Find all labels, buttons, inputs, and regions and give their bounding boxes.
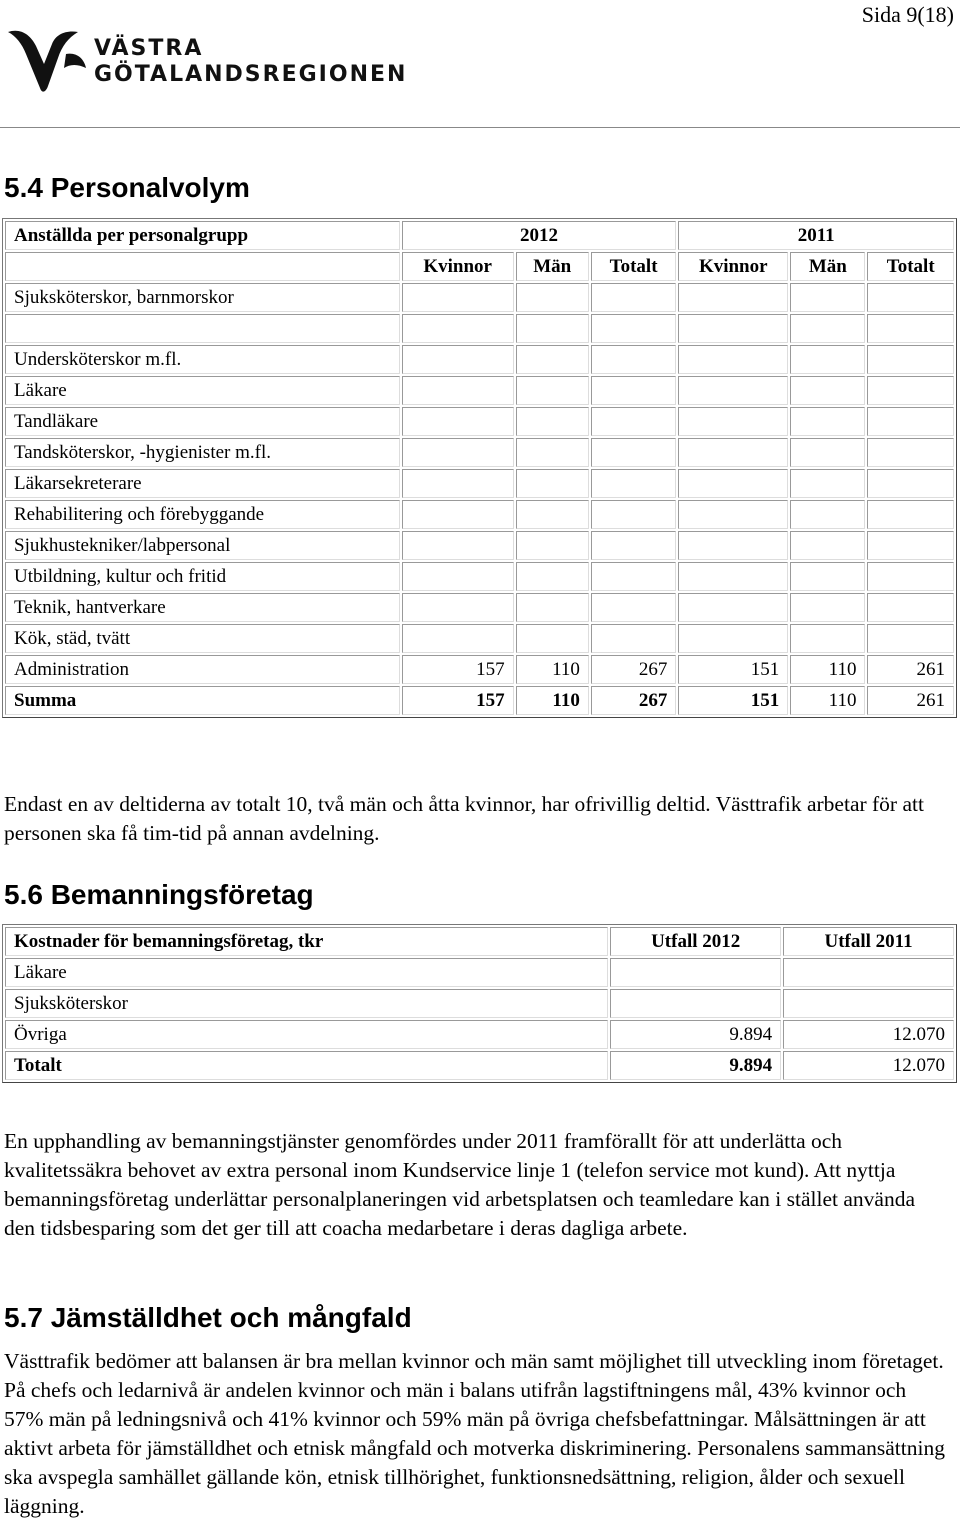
cell-value — [678, 593, 788, 622]
cell-value: 12.070 — [783, 1051, 954, 1080]
cell-value — [516, 438, 589, 467]
cell-value — [591, 624, 676, 653]
subheader-man-2011: Män — [790, 252, 865, 281]
cell-value — [402, 283, 514, 312]
cell-value — [591, 593, 676, 622]
year-header-2012: 2012 — [402, 221, 677, 250]
logo-line-2: GÖTALANDSREGIONEN — [94, 62, 408, 87]
row-label: Läkare — [5, 958, 608, 987]
bemanning-paragraph: En upphandling av bemanningstjänster genomfördes under 2011 framförallt för att underlätta och kvalitetssäkra behovet av extra personal inom Kundservice linje 1 (telefon service mot kund). Att nyttja bemanningsföretag underlättar personalplaneringen vid arbetsplatsen och teamledare kan i stället använda den tidsbesparing som det ger till att coacha medarbetare i deras dagliga arbete. — [4, 1129, 915, 1240]
cell-value — [516, 314, 589, 343]
subheader-kvinnor-2011: Kvinnor — [678, 252, 788, 281]
row-label: Administration — [5, 655, 400, 684]
cell-value — [402, 314, 514, 343]
cell-value — [790, 314, 865, 343]
cell-value — [402, 469, 514, 498]
cell-value: 110 — [790, 686, 865, 715]
subheader-empty — [5, 252, 400, 281]
cell-value — [591, 469, 676, 498]
cell-value — [678, 407, 788, 436]
vgr-logo-icon — [6, 24, 90, 108]
bemanning-table — [2, 924, 957, 1083]
table-row — [5, 469, 954, 498]
table-row — [5, 593, 954, 622]
cell-value — [402, 624, 514, 653]
cell-value — [516, 500, 589, 529]
cell-value — [516, 469, 589, 498]
cell-value: 110 — [516, 655, 589, 684]
subheader-man-2012: Män — [516, 252, 589, 281]
cell-value: 110 — [516, 686, 589, 715]
table-row — [5, 283, 954, 312]
cell-value — [678, 314, 788, 343]
cell-value — [790, 376, 865, 405]
table-row — [5, 500, 954, 529]
cell-value: 110 — [790, 655, 865, 684]
cell-value — [402, 593, 514, 622]
cell-value — [516, 562, 589, 591]
jamstalldhet-paragraph: Västtrafik bedömer att balansen är bra mellan kvinnor och män samt möjlighet till utveckling inom företaget. På chefs och ledarnivå är andelen kvinnor och män i balans utifrån lagstiftningens mål, 43% kvinnor och 57% män på ledningsnivå och 41% kvinnor och 59% män på övriga chefsbefattningar. Målsättningen är att aktivt arbeta för jämställdhet och etnisk mångfald och motverka diskriminering. Personalens sammansättning ska avspegla samhället gällande kön, etnisk tillhörighet, funktionsnedsättning, religion, ålder och sexuell läggning. — [4, 1349, 945, 1518]
row-label: Kök, städ, tvätt — [5, 624, 400, 653]
cell-value — [790, 345, 865, 374]
cell-value: 267 — [591, 686, 676, 715]
cell-value — [402, 500, 514, 529]
cell-value — [402, 376, 514, 405]
cell-value: 9.894 — [610, 1020, 781, 1049]
cell-value — [591, 562, 676, 591]
table-row — [5, 376, 954, 405]
cell-value: 157 — [402, 655, 514, 684]
cell-value — [402, 407, 514, 436]
cell-value — [591, 345, 676, 374]
cell-value — [678, 438, 788, 467]
row-label: Läkarsekreterare — [5, 469, 400, 498]
col-header-utfall-2012: Utfall 2012 — [610, 927, 781, 956]
cell-value — [790, 624, 865, 653]
cell-value — [678, 345, 788, 374]
table-header-row — [5, 221, 954, 250]
cell-value — [867, 500, 954, 529]
cell-value — [402, 562, 514, 591]
row-label: Övriga — [5, 1020, 608, 1049]
header-divider — [0, 127, 960, 128]
cell-value — [790, 562, 865, 591]
cell-value — [867, 376, 954, 405]
col-header-utfall-2011: Utfall 2011 — [783, 927, 954, 956]
cell-value — [591, 314, 676, 343]
cell-value: 151 — [678, 686, 788, 715]
heading-bemanningsforetag: 5.6 Bemanningsföretag — [4, 879, 314, 910]
cell-value — [516, 376, 589, 405]
row-label: Summa — [5, 686, 400, 715]
cell-value — [678, 624, 788, 653]
cell-value — [867, 531, 954, 560]
cell-value — [867, 438, 954, 467]
cell-value: 151 — [678, 655, 788, 684]
cell-value: 9.894 — [610, 1051, 781, 1080]
subheader-totalt-2011: Totalt — [867, 252, 954, 281]
cell-value — [867, 624, 954, 653]
table-header-row — [5, 927, 954, 956]
corner-header: Anställda per personalgrupp — [5, 221, 400, 250]
heading-personalvolym: 5.4 Personalvolym — [4, 172, 250, 203]
table-row — [5, 989, 954, 1018]
table-row — [5, 655, 954, 684]
cell-value — [678, 283, 788, 312]
cell-value — [591, 531, 676, 560]
row-label: Teknik, hantverkare — [5, 593, 400, 622]
row-label: Tandsköterskor, -hygienister m.fl. — [5, 438, 400, 467]
cell-value — [516, 283, 589, 312]
table-row — [5, 531, 954, 560]
cell-value — [591, 407, 676, 436]
cell-value: 261 — [867, 655, 954, 684]
cell-value — [402, 438, 514, 467]
cell-value — [790, 283, 865, 312]
personalvolym-paragraph: Endast en av deltiderna av totalt 10, två män och åtta kvinnor, har ofrivillig deltid. Västtrafik arbetar för att personen ska få tim-tid på annan avdelning. — [4, 792, 924, 845]
table-row — [5, 407, 954, 436]
cell-value — [867, 469, 954, 498]
cell-value — [516, 345, 589, 374]
personalvolym-table — [2, 218, 957, 718]
cell-value — [790, 500, 865, 529]
cell-value — [867, 593, 954, 622]
cell-value — [790, 593, 865, 622]
cell-value — [610, 989, 781, 1018]
cell-value — [516, 593, 589, 622]
cell-value — [591, 500, 676, 529]
summa-row — [5, 686, 954, 715]
cell-value — [678, 531, 788, 560]
row-label: Rehabilitering och förebyggande — [5, 500, 400, 529]
cell-value — [610, 958, 781, 987]
cell-value — [783, 989, 954, 1018]
cell-value — [591, 438, 676, 467]
row-label: Sjukhustekniker/labpersonal — [5, 531, 400, 560]
subheader-kvinnor-2012: Kvinnor — [402, 252, 514, 281]
cell-value — [678, 469, 788, 498]
page-number: Sida 9(18) — [861, 2, 954, 27]
logo-line-1: VÄSTRA — [94, 36, 204, 61]
cell-value — [678, 562, 788, 591]
table-subheader-row — [5, 252, 954, 281]
table-row — [5, 1020, 954, 1049]
cell-value — [790, 407, 865, 436]
cell-value — [516, 624, 589, 653]
cell-value — [867, 407, 954, 436]
cell-value — [790, 469, 865, 498]
cell-value — [591, 283, 676, 312]
table-row — [5, 624, 954, 653]
cell-value — [790, 438, 865, 467]
row-label — [5, 314, 400, 343]
total-row — [5, 1051, 954, 1080]
corner-header: Kostnader för bemanningsföretag, tkr — [5, 927, 608, 956]
cell-value — [790, 531, 865, 560]
cell-value — [867, 314, 954, 343]
cell-value: 157 — [402, 686, 514, 715]
row-label: Sjuksköterskor, barnmorskor — [5, 283, 400, 312]
cell-value — [516, 531, 589, 560]
subheader-totalt-2012: Totalt — [591, 252, 676, 281]
cell-value — [591, 376, 676, 405]
vgr-logo — [6, 24, 408, 108]
cell-value — [783, 958, 954, 987]
cell-value: 267 — [591, 655, 676, 684]
cell-value — [678, 376, 788, 405]
cell-value — [402, 345, 514, 374]
row-label: Läkare — [5, 376, 400, 405]
cell-value — [678, 500, 788, 529]
cell-value — [867, 345, 954, 374]
table-row — [5, 562, 954, 591]
row-label: Utbildning, kultur och fritid — [5, 562, 400, 591]
cell-value — [402, 531, 514, 560]
cell-value — [516, 407, 589, 436]
year-header-2011: 2011 — [678, 221, 954, 250]
row-label: Undersköterskor m.fl. — [5, 345, 400, 374]
cell-value: 261 — [867, 686, 954, 715]
row-label: Sjuksköterskor — [5, 989, 608, 1018]
cell-value: 12.070 — [783, 1020, 954, 1049]
row-label: Totalt — [5, 1051, 608, 1080]
table-row — [5, 958, 954, 987]
table-row — [5, 314, 954, 343]
heading-jamstalldhet: 5.7 Jämställdhet och mångfald — [4, 1302, 412, 1333]
table-row — [5, 345, 954, 374]
row-label: Tandläkare — [5, 407, 400, 436]
cell-value — [867, 283, 954, 312]
table-row — [5, 438, 954, 467]
cell-value — [867, 562, 954, 591]
